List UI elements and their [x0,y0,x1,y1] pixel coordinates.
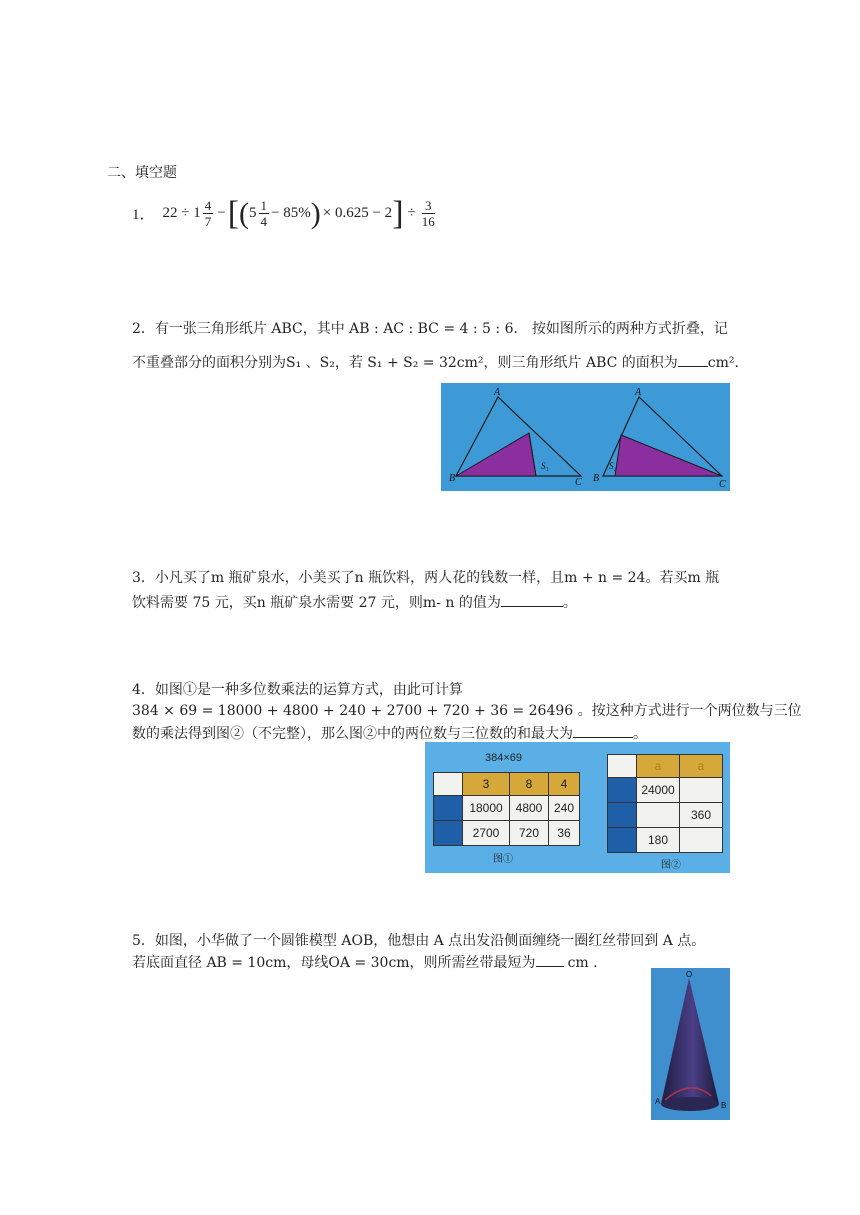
fig1-cell: 4800 [510,796,549,821]
q1-fraction-2: $\frac{1}{4}$ [260,198,268,229]
q3-end: 。 [562,595,577,611]
label-a: A [655,1097,661,1106]
fig2-cell [680,828,723,853]
q2-line-1: 2．有一张三角形纸片 ABC，其中 AB : AC : BC = 4 : 5 : 6． 按如图所示的两种方式折叠，记 [132,321,728,337]
q2-triangle-figure [441,383,730,491]
fig1-cell: 2700 [463,821,510,846]
fig2-top-digit: a [637,755,680,778]
q3-answer-blank[interactable] [501,592,563,607]
q1-inner-b: − 85% [271,205,311,221]
q5-line-1: 5．如图，小华做了一个圆锥模型 AOB，他想由 A 点出发沿侧面缠绕一圈红丝带回到 A 点。 [132,933,706,949]
fig2-table [607,754,723,853]
q5-cone-figure [651,968,730,1120]
q5-line-2-text: 若底面直径 AB = 10cm，母线OA = 30cm，则所需丝带最短为 [132,955,536,971]
q4-line-3-text: 数的乘法得到图②（不完整），那么图②中的两位数与三位数的和最大为 [132,726,573,742]
q4-multiplication-figure [425,742,730,873]
label-a-left: A [494,387,501,398]
q4-answer-blank[interactable] [573,723,633,738]
q1-minus: − [217,205,226,221]
q1-paren-open: ( [239,196,250,230]
label-b-right: B [593,473,600,484]
q1-number: 1． [132,207,155,223]
fig2-cell: 360 [680,803,723,828]
q1-div: ÷ [407,205,416,221]
q3-line-2-text: 饮料需要 75 元，买n 瓶矿泉水需要 27 元，则m- n 的值为 [132,595,501,611]
question-1 [132,194,437,232]
fig1-cell: 240 [549,796,580,821]
fig1-left-digit: 6 [434,796,463,821]
cone-base [661,1097,719,1111]
fig1-top-digit: 3 [463,773,510,796]
fig1-top-digit: 8 [510,773,549,796]
q5-answer-blank[interactable] [536,952,564,967]
fig2-top-digit: a [680,755,723,778]
q2-line-2 [132,352,739,372]
q4-line-3 [132,723,647,743]
fig2-left-digit: a [608,778,637,803]
q1-fraction-1: $\frac{4}{7}$ [204,198,212,229]
q3-line-2 [132,592,577,612]
q4-line-2: 384 × 69 = 18000 + 4800 + 240 + 2700 + 720 + 36 = 26496 。按这种方式进行一个两位数与三位 [132,703,802,719]
label-b-left: B [449,473,456,484]
label-o: O [686,970,693,979]
cone-body [661,978,719,1104]
q1-inner-c: × 0.625 − 2 [322,205,393,221]
fig2-cell [637,803,680,828]
section-title: 二、填空题 [107,165,177,181]
fig2-cell: 24000 [637,778,680,803]
fig2-cell [680,778,723,803]
fig1-title: 384×69 [485,752,523,764]
cone-diagram [651,968,730,1120]
q2-unit: cm². [707,355,739,371]
label-b: B [721,1101,727,1110]
label-s1: S₁ [541,461,549,471]
label-c-right: C [719,479,726,490]
fig1-cell: 720 [510,821,549,846]
label-c-left: C [575,477,582,488]
fig1-caption: 图① [493,854,513,865]
q3-line-1: 3．小凡买了m 瓶矿泉水，小美买了n 瓶饮料，两人花的钱数一样，且m + n = 24。若买m 瓶 [132,570,720,586]
fig2-left-digit: a [608,828,637,853]
fig1-cell: 36 [549,821,580,846]
q1-fraction-3: $\frac{3}{16}$ [421,198,435,229]
q4-line-1: 4．如图①是一种多位数乘法的运算方式，由此可计算 [132,682,463,698]
q4-end: 。 [633,726,647,742]
fig2-cell: 180 [637,828,680,853]
q1-paren-close: ) [310,196,321,230]
fig1-top-digit: 4 [549,773,580,796]
fig2-left-digit: a [608,803,637,828]
fig2-caption: 图② [661,860,681,871]
q1-inner-a: 5 [249,205,257,221]
q1-bracket-open: [ [227,194,240,232]
q1-bracket-close: ] [392,194,404,232]
fig1-table [433,772,580,846]
q2-answer-blank[interactable] [678,352,708,367]
q5-unit: cm . [567,955,598,971]
fig1-left-digit: 9 [434,821,463,846]
fig1-cell: 18000 [463,796,510,821]
label-a-right: A [635,387,642,398]
q2-line-2-text: 不重叠部分的面积分别为S₁ 、S₂，若 S₁ + S₂ = 32cm²，则三角形纸片 ABC 的面积为 [132,355,678,371]
triangle-diagram [441,383,730,491]
q5-line-2 [132,952,598,972]
folded-region-right [615,435,722,476]
label-s2: S₂ [609,461,617,471]
q1-expr-start: 22 ÷ 1 [162,205,201,221]
